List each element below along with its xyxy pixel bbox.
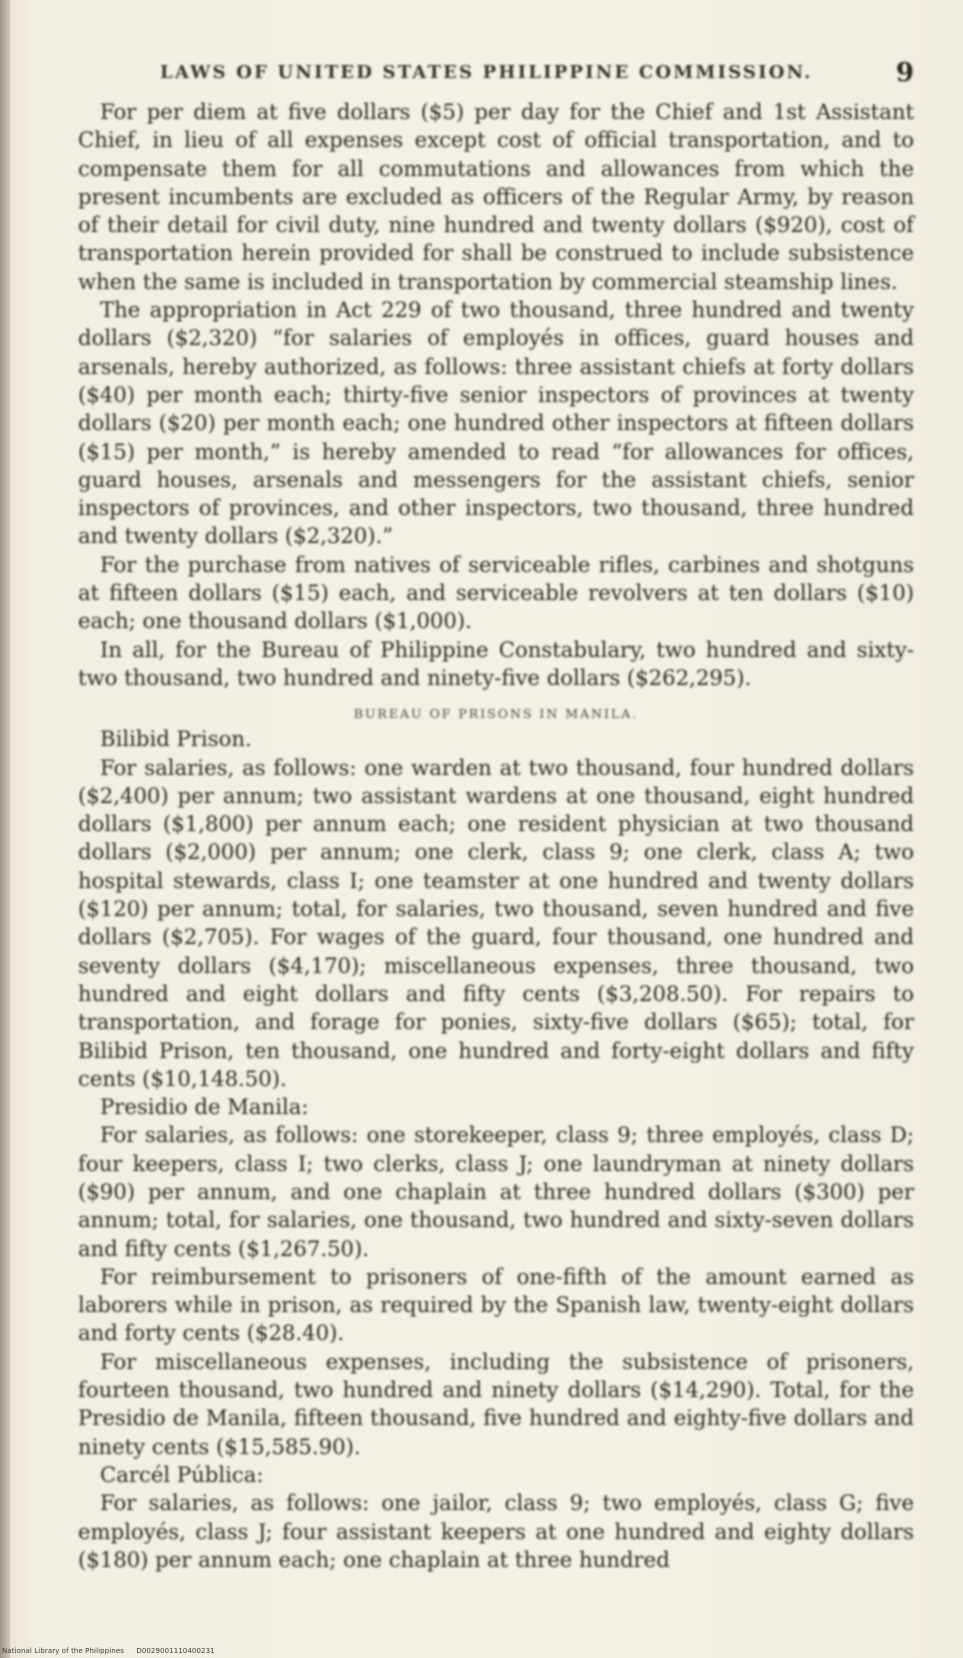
section-heading-bureau-of-prisons: BUREAU OF PRISONS IN MANILA.	[353, 706, 639, 722]
footer-source: National Library of the Philippines	[2, 1647, 124, 1655]
page-content	[78, 58, 914, 1574]
running-head-title: LAWS OF UNITED STATES PHILIPPINE COMMISSION.	[160, 62, 813, 83]
footer-id: D0029001110400231	[136, 1647, 215, 1655]
subheading-carcel-publica: Carcél Pública:	[100, 1461, 264, 1487]
page-number: 9	[895, 58, 914, 88]
paragraph-carcel-salaries: For salaries, as follows: one jailor, class 9; two employés, class G; five employés, class J; four assistant keepers at one hundred and eighty dollars ($180) per annum each; one chaplain at three hundred	[78, 1490, 914, 1572]
paragraph-firearms-purchase: For the purchase from natives of serviceable rifles, carbines and shotguns at fifteen dollars ($15) each, and serviceable revolvers at ten dollars ($10) each; one thousand dollars ($1,000).	[78, 551, 914, 634]
subheading-bilibid-prison: Bilibid Prison.	[100, 726, 252, 752]
paragraph-prisoner-reimbursement: For reimbursement to prisoners of one-fifth of the amount earned as laborers while in prison, as required by the Spanish law, twenty-eight dollars and forty cents ($28.40).	[78, 1263, 914, 1346]
scan-footer	[2, 1647, 225, 1655]
subheading-presidio-de-manila: Presidio de Manila:	[100, 1094, 309, 1120]
paragraph-act-229-appropriation: The appropriation in Act 229 of two thousand, three hundred and twenty dollars ($2,320) “for salaries of employés in offices, guard houses and arsenals, hereby authorized, as follows: three assistant chiefs at forty dollars ($40) per month each; thirty-five senior inspectors of provinces at twenty dollars ($20) per month each; one hundred other inspectors at fifteen dollars ($15) per month,” is hereby amended to read “for allowances for offices, guard houses, arsenals and messengers for the assistant chiefs, senior inspectors of provinces, and other inspectors, two thousand, three hundred and twenty dollars ($2,320).”	[78, 297, 914, 549]
paragraph-bilibid-salaries: For salaries, as follows: one warden at two thousand, four hundred dollars ($2,400) per annum; two assistant wardens at one thousand, eight hundred dollars ($1,800) per annum each; one resident physician at two thousand dollars ($2,000) per annum; one clerk, class 9; one clerk, class A; two hospital stewards, class I; one teamster at one hundred and twenty dollars ($120) per annum; total, for salaries, two thousand, seven hundred and five dollars ($2,705). For wages of the guard, four thousand, one hundred and seventy dollars ($4,170); miscellaneous expenses, three thousand, two hundred and eight dollars and fifty cents ($3,208.50). For repairs to transportation, and forage for ponies, sixty-five dollars ($65); total, for Bilibid Prison, ten thousand, one hundred and forty-eight dollars and fifty cents ($10,148.50).	[78, 754, 914, 1091]
paragraph-constabulary-total: In all, for the Bureau of Philippine Constabulary, two hundred and sixty-two thousand, two hundred and ninety-five dollars ($262,295).	[78, 636, 914, 690]
paragraph-per-diem: For per diem at five dollars ($5) per day for the Chief and 1st Assistant Chief, in lieu of all expenses except cost of official transportation, and to compensate them for all commutations and allowances from which the present incumbents are excluded as officers of the Regular Army, by reason of their detail for civil duty, nine hundred and twenty dollars ($920), cost of transportation herein provided for shall be construed to include subsistence when the same is included in transportation by commercial steamship lines.	[78, 99, 914, 294]
paragraph-presidio-miscellaneous: For miscellaneous expenses, including the subsistence of prisoners, fourteen thousand, two hundred and ninety dollars ($14,290). Total, for the Presidio de Manila, fifteen thousand, five hundred and eighty-five dollars and ninety cents ($15,585.90).	[78, 1348, 914, 1459]
paragraph-presidio-salaries: For salaries, as follows: one storekeeper, class 9; three employés, class D; four keepers, class I; two clerks, class J; one laundryman at ninety dollars ($90) per annum, and one chaplain at three hundred dollars ($300) per annum; total, for salaries, one thousand, two hundred and sixty-seven dollars and fifty cents ($1,267.50).	[78, 1122, 914, 1261]
running-header	[78, 58, 914, 98]
book-spine-shadow	[0, 0, 10, 1658]
